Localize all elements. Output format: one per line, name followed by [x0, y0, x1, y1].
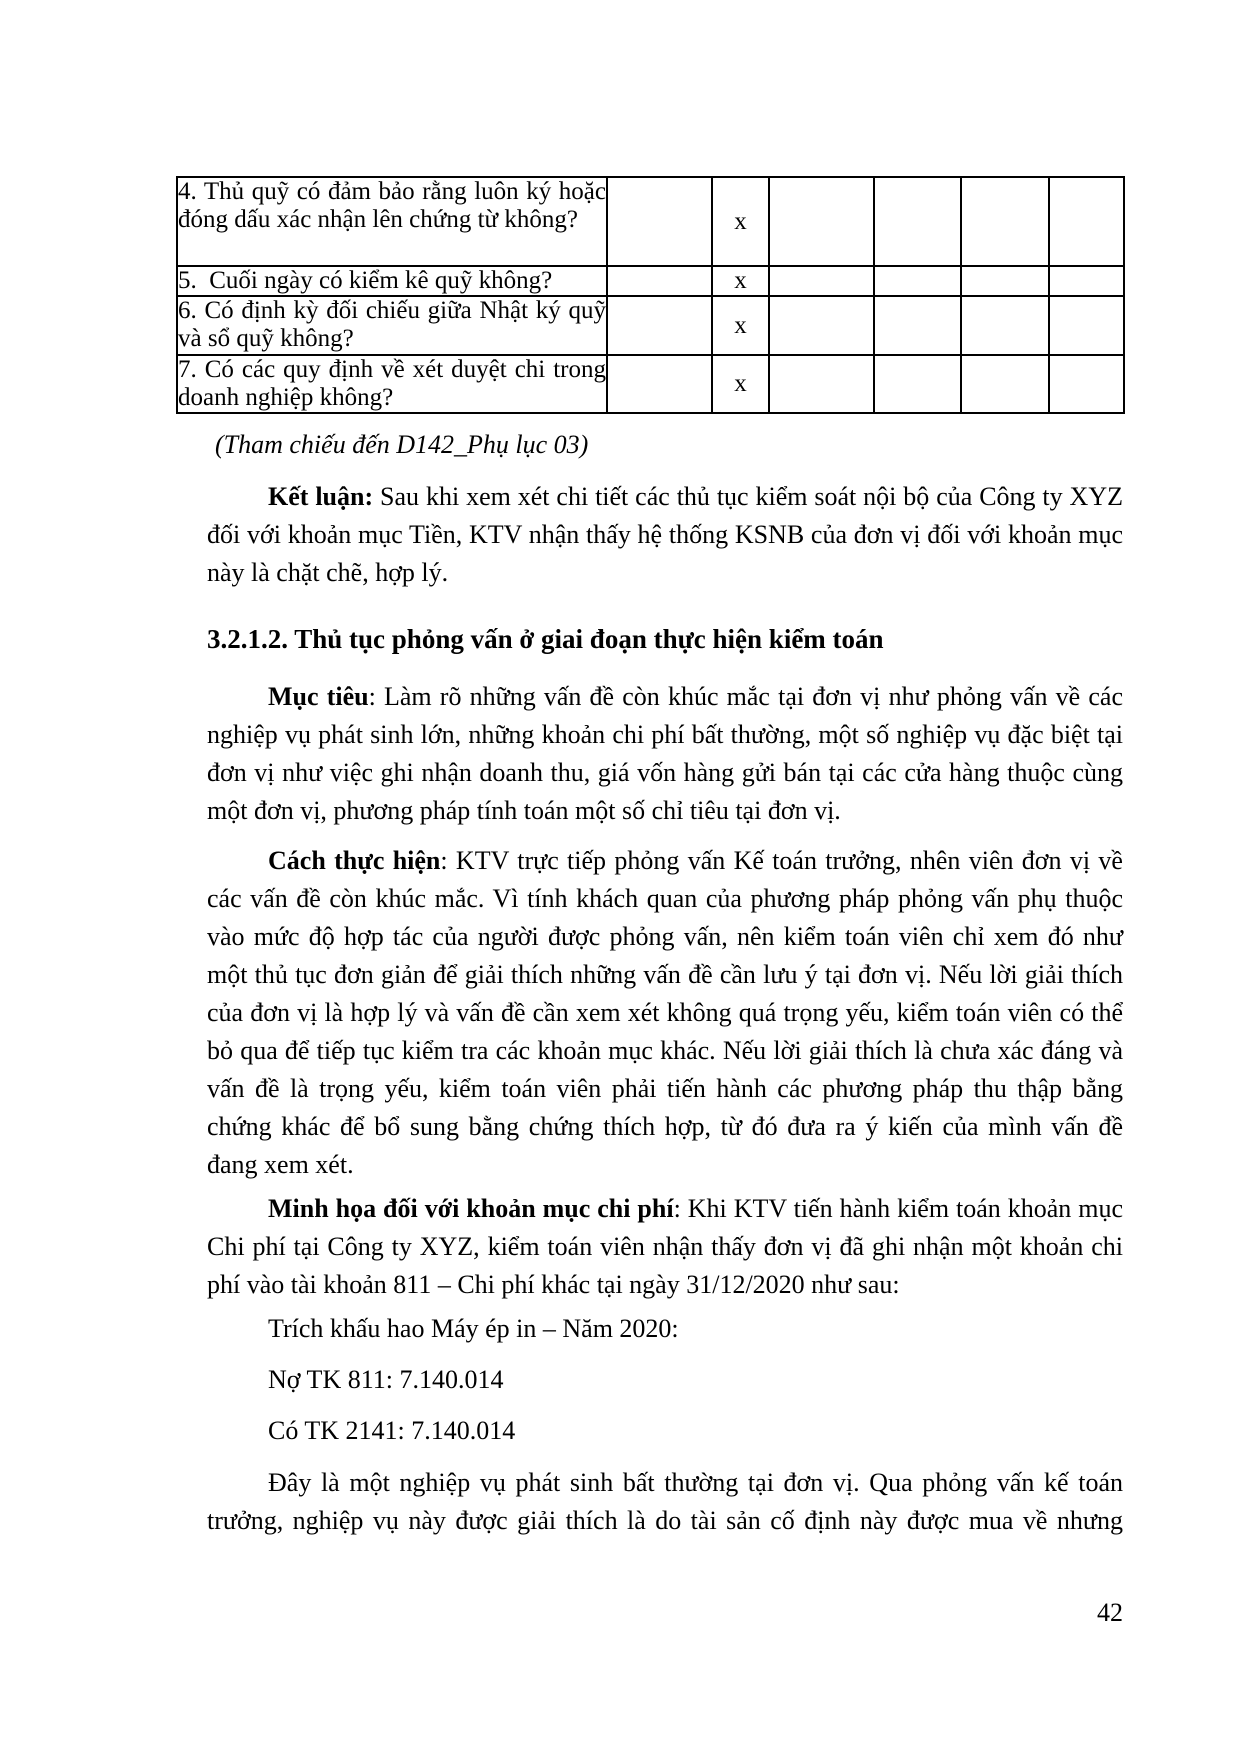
mark-cell: [874, 296, 961, 355]
muc-tieu-text: : Làm rõ những vấn đề còn khúc mắc tại đơn vị như phỏng vấn về các nghiệp vụ phát sinh lớn, những khoản chi phí bất thường, một số nghiệp vụ đặc biệt tại đơn vị như việc ghi nhận doanh thu, giá vốn hàng gửi bán tại các cửa hàng thuộc cùng một đơn vị, phương pháp tính toán một số chỉ tiêu tại đơn vị.: [207, 682, 1124, 825]
mark-cell: [874, 355, 961, 413]
paragraph-minh-hoa: [207, 1190, 1123, 1304]
paragraph-closing: Đây là một nghiệp vụ phát sinh bất thường tại đơn vị. Qua phỏng vấn kế toán trưởng, nghiệp vụ này được giải thích là do tài sản cố định này được mua về nhưng: [207, 1468, 1123, 1535]
mark-cell: [769, 296, 874, 355]
mark-cell: [607, 177, 712, 266]
ket-luan-text: Sau khi xem xét chi tiết các thủ tục kiểm soát nội bộ của Công ty XYZ đối với khoản mục Tiền, KTV nhận thấy hệ thống KSNB của đơn vị đối với khoản mục này là chặt chẽ, hợp lý.: [207, 482, 1123, 587]
credit-account-line: Có TK 2141: 7.140.014: [268, 1416, 516, 1445]
mark-cell: [874, 266, 961, 296]
mark-cell: [1049, 177, 1124, 266]
mark-cell: x: [712, 296, 769, 355]
mark-cell: [769, 266, 874, 296]
paragraph-muc-tieu: [207, 678, 1123, 830]
control-questionnaire-table: [176, 176, 1125, 414]
cach-thuc-hien-text: : KTV trực tiếp phỏng vấn Kế toán trưởng, nhên viên đơn vị về các vấn đề còn khúc mắc. Vì tính khách quan của phương pháp phỏng vấn phụ thuộc vào mức độ hợp tác của người được phỏng vấn, nên kiểm toán viên chỉ xem đó như một thủ tục đơn giản để giải thích những vấn đề cần lưu ý tại đơn vị. Nếu lời giải thích của đơn vị là hợp lý và vấn đề cần xem xét không quá trọng yếu, kiểm toán viên có thể bỏ qua để tiếp tục kiểm tra các khoản mục khác. Nếu lời giải thích là chưa xác đáng và vấn đề là trọng yếu, kiểm toán viên phải tiến hành các phương pháp thu thập bằng chứng khác để bổ sung bằng chứng thích hợp, từ đó đưa ra ý kiến của mình vấn đề đang xem xét.: [207, 846, 1123, 1179]
cach-thuc-hien-label: Cách thực hiện: [268, 846, 441, 875]
table-row: [177, 296, 1124, 355]
section-heading: 3.2.1.2. Thủ tục phỏng vấn ở giai đoạn thực hiện kiểm toán: [207, 624, 884, 654]
mark-cell: [961, 177, 1049, 266]
mark-cell: [769, 177, 874, 266]
mark-cell: [1049, 296, 1124, 355]
mark-cell: [769, 355, 874, 413]
mark-cell: [1049, 266, 1124, 296]
ket-luan-label: Kết luận:: [268, 482, 374, 511]
paragraph-ket-luan: [207, 478, 1123, 592]
mark-cell: [961, 296, 1049, 355]
question-cell: 4. Thủ quỹ có đảm bảo rằng luôn ký hoặc đóng dấu xác nhận lên chứng từ không?: [177, 177, 607, 266]
table-row: [177, 177, 1124, 266]
mark-cell: [961, 266, 1049, 296]
mark-cell: [1049, 355, 1124, 413]
mark-cell: [607, 296, 712, 355]
minh-hoa-label: Minh họa đối với khoản mục chi phí: [268, 1194, 674, 1223]
question-cell: 6. Có định kỳ đối chiếu giữa Nhật ký quỹ và sổ quỹ không?: [177, 296, 607, 355]
minh-hoa-text: : Khi KTV tiến hành kiểm toán khoản mục Chi phí tại Công ty XYZ, kiểm toán viên nhận thấy đơn vị đã ghi nhận một khoản chi phí vào tài khoản 811 – Chi phí khác tại ngày 31/12/2020 như sau:: [207, 1194, 1123, 1299]
question-cell: 7. Có các quy định về xét duyệt chi trong doanh nghiệp không?: [178, 356, 606, 411]
mark-cell: [961, 355, 1049, 413]
paragraph-cach-thuc-hien: [207, 842, 1123, 1184]
question-cell: 5. Cuối ngày có kiểm kê quỹ không?: [177, 266, 607, 296]
page-content: [0, 410, 1240, 1540]
mark-cell: [607, 266, 712, 296]
mark-cell: [874, 177, 961, 266]
mark-cell: x: [712, 266, 769, 296]
debit-account-line: Nợ TK 811: 7.140.014: [268, 1365, 504, 1394]
table-row: [177, 355, 1124, 413]
reference-note: (Tham chiếu đến D142_Phụ lục 03): [215, 430, 589, 459]
mark-cell: x: [712, 177, 769, 266]
muc-tieu-label: Mục tiêu: [268, 682, 369, 711]
mark-cell: [607, 355, 712, 413]
page-number: 42: [1097, 1598, 1123, 1627]
mark-cell: x: [712, 355, 769, 413]
depreciation-note-line: Trích khấu hao Máy ép in – Năm 2020:: [268, 1314, 679, 1343]
table-row: [177, 266, 1124, 296]
